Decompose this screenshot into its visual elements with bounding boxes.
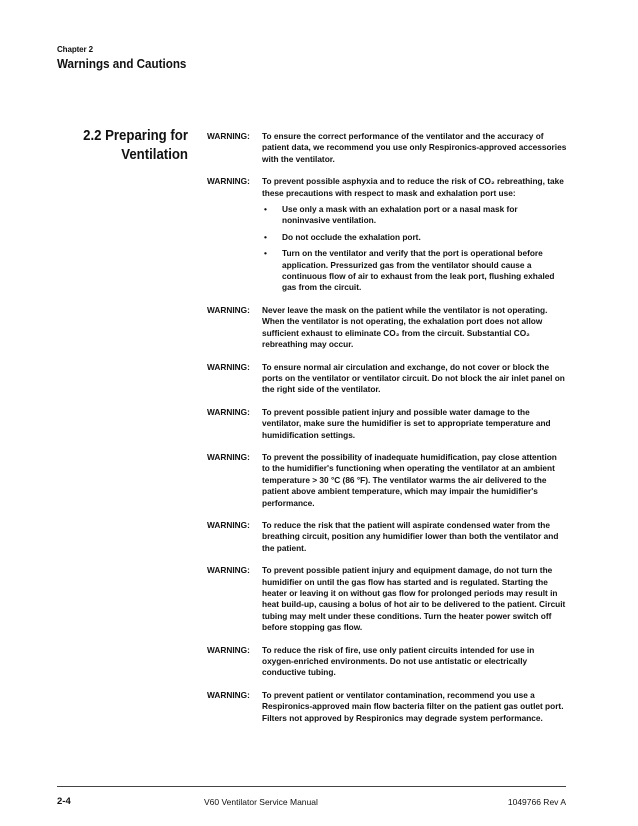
warning-text: To reduce the risk that the patient will aspirate condensed water from the breathing circuit, position any humidifier lower than both the ventilator and the patient. — [262, 519, 559, 553]
warning-text: To prevent patient or ventilator contamination, recommend you use a Respironics-approved main flow bacteria filter on the patient gas outlet port. Filters not approved by Respironics may degrade system performance. — [262, 689, 564, 723]
warning-item — [207, 520, 567, 554]
warning-item — [207, 305, 567, 351]
warning-label: WARNING: — [207, 451, 250, 462]
warning-text: To ensure the correct performance of the ventilator and the accuracy of patient data, we recommend you use only Respironics-approved accessories with the ventilator. — [262, 131, 567, 164]
warning-label: WARNING: — [207, 304, 250, 315]
footer-page-number: 2-4 — [57, 796, 71, 807]
warnings-list — [207, 131, 567, 735]
warning-item — [207, 407, 567, 441]
warning-item — [207, 690, 567, 724]
warning-item — [207, 645, 567, 679]
warning-text: To prevent possible patient injury and equipment damage, do not turn the humidifier on until the gas flow has started and is regulated. Starting the heater or leaving it on without gas flow for prolonged periods may result in heat build-up, causing a bolus of hot air to be delivered to the patient. Circuit tubing may melt under these conditions. Turn the heater power switch off before stopping gas flow. — [262, 565, 566, 633]
section-heading — [65, 126, 188, 164]
warning-item — [207, 131, 567, 165]
warning-label: WARNING: — [207, 131, 250, 141]
chapter-label: Chapter 2 — [57, 45, 93, 54]
warning-text: To prevent possible patient injury and possible water damage to the ventilator, make sure the humidifier is set to appropriate temperature and humidification settings. — [262, 406, 551, 440]
warning-item — [207, 176, 567, 294]
warning-text: Never leave the mask on the patient while the ventilator is not operating. When the ventilator is not operating, the exhalation port does not allow sufficient exhaust to eliminate CO₂ from the circuit. Substantial CO₂ rebreathing may occur. — [262, 304, 548, 350]
warning-label: WARNING: — [207, 689, 250, 700]
precaution-text: Do not occlude the exhalation port. — [282, 231, 421, 242]
bullet-marker: • — [264, 248, 267, 259]
section-heading-line-1: 2.2 Preparing for — [83, 127, 188, 144]
warning-label: WARNING: — [207, 644, 250, 655]
precaution-item — [262, 232, 567, 243]
precaution-text: Turn on the ventilator and verify that the port is operational before application. Pressurized gas from the ventilator should cause a continuous flow of air to exhaust from the leak port, flushing exhaled gas from the circuit. — [282, 248, 555, 293]
precaution-text: Use only a mask with an exhalation port or a nasal mask for noninvasive ventilation. — [282, 204, 518, 226]
precaution-item — [262, 204, 567, 227]
precautions-list — [262, 204, 567, 294]
warning-text: To prevent possible asphyxia and to reduce the risk of CO₂ rebreathing, take these precautions with respect to mask and exhalation port use: — [262, 176, 564, 198]
warning-label: WARNING: — [207, 565, 250, 576]
footer-document-number: 1049766 Rev A — [507, 797, 566, 807]
warning-text: To ensure normal air circulation and exchange, do not cover or block the ports on the ventilator or ventilator circuit. Do not block the air inlet panel on the right side of the ventilator. — [262, 361, 565, 395]
footer-divider — [57, 786, 566, 787]
warning-item — [207, 565, 567, 633]
warning-text: To prevent the possibility of inadequate humidification, pay close attention to the humidifier's functioning when operating the ventilator at an ambient temperature > 30 °C (86 °F). The ventilator warms the air delivered to the patient above ambient temperature, which may impair the humidifier's performance. — [262, 451, 557, 508]
warning-item — [207, 362, 567, 396]
warning-label: WARNING: — [207, 406, 250, 417]
precaution-item — [262, 248, 567, 294]
footer-manual-title: V60 Ventilator Service Manual — [204, 797, 318, 807]
warning-item — [207, 452, 567, 509]
section-heading-line-2: Ventilation — [121, 146, 188, 163]
chapter-title: Warnings and Cautions — [57, 57, 187, 71]
warning-label: WARNING: — [207, 176, 250, 187]
warning-label: WARNING: — [207, 519, 250, 530]
warning-label: WARNING: — [207, 361, 250, 372]
bullet-marker: • — [264, 204, 267, 215]
bullet-marker: • — [264, 231, 267, 242]
warning-text: To reduce the risk of fire, use only patient circuits intended for use in oxygen-enriched environments. Do not use antistatic or electrically conductive tubing. — [262, 644, 535, 678]
